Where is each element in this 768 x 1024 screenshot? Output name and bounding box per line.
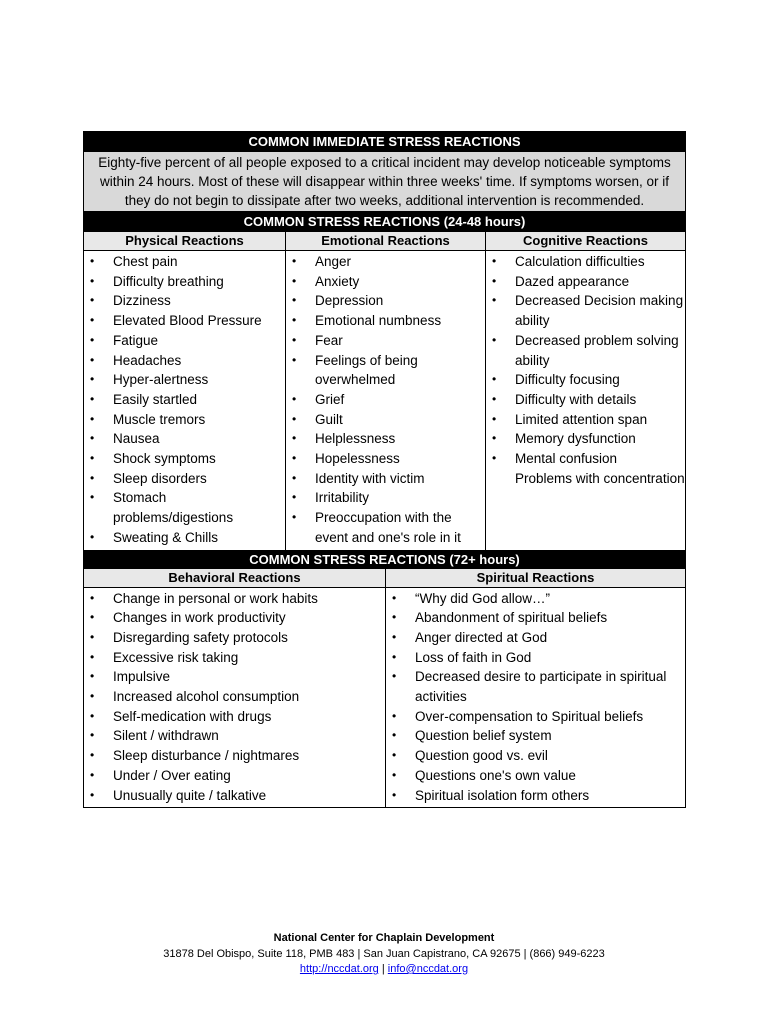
list-item-text: Guilt: [315, 411, 343, 427]
section-72-columns: [84, 588, 685, 808]
bullet-icon: •: [492, 372, 497, 387]
bullet-icon: •: [392, 728, 397, 743]
list-item-text: Over-compensation to Spiritual beliefs: [415, 708, 644, 724]
bullet-icon: •: [90, 610, 95, 625]
physical-reactions-heading: Physical Reactions: [84, 232, 285, 250]
list-item: [84, 766, 385, 786]
physical-reactions-list: [84, 251, 285, 550]
list-item-text: Difficulty focusing: [515, 372, 620, 388]
list-item-text: Question belief system: [415, 728, 552, 744]
list-item-text: Difficulty breathing: [113, 273, 224, 289]
bullet-icon: •: [492, 273, 497, 288]
list-item: [84, 589, 385, 609]
bullet-icon: •: [90, 748, 95, 763]
list-item-text: Anger: [315, 254, 352, 269]
list-item: [486, 370, 685, 390]
bullet-icon: •: [392, 590, 397, 605]
bullet-icon: •: [292, 470, 297, 485]
list-item-text: Depression: [315, 293, 384, 309]
list-item-text: Fear: [315, 332, 343, 348]
list-item: [286, 291, 485, 311]
section-72-column-headers: [84, 569, 685, 588]
bullet-icon: •: [90, 629, 95, 644]
list-item-text: Emotional numbness: [315, 313, 442, 329]
bullet-icon: •: [292, 431, 297, 446]
list-item-text: Disregarding safety protocols: [113, 629, 288, 645]
list-item: [286, 252, 485, 272]
list-item-text: Stomach problems/digestions: [113, 490, 234, 526]
list-item: [84, 488, 285, 527]
list-item: [84, 469, 285, 489]
list-item-text: Silent / withdrawn: [113, 728, 219, 744]
behavioral-reactions-column: [84, 588, 385, 808]
list-item: [386, 746, 685, 766]
list-item: [286, 272, 485, 292]
physical-reactions-column: [84, 251, 285, 550]
list-item: [486, 469, 685, 489]
email-link[interactable]: info@nccdat.org: [387, 963, 469, 975]
list-item-text: Self-medication with drugs: [113, 708, 272, 724]
emotional-reactions-heading: Emotional Reactions: [285, 232, 485, 250]
bullet-icon: •: [90, 352, 95, 367]
bullet-icon: •: [90, 451, 95, 466]
bullet-icon: •: [90, 411, 95, 426]
bullet-icon: •: [90, 431, 95, 446]
section-24-48-title: COMMON STRESS REACTIONS (24-48 hours): [84, 212, 685, 231]
list-item-text: Excessive risk taking: [113, 649, 239, 665]
bullet-icon: •: [90, 470, 95, 485]
footer-links: [0, 962, 768, 978]
list-item: [84, 667, 385, 687]
list-item-text: Easily startled: [113, 391, 198, 407]
list-item: [486, 291, 685, 330]
cognitive-reactions-heading: Cognitive Reactions: [485, 232, 685, 250]
bullet-icon: •: [90, 787, 95, 802]
bullet-icon: •: [90, 529, 95, 544]
list-item: [84, 648, 385, 668]
list-item: [386, 766, 685, 786]
list-item-text: Spiritual isolation form others: [415, 787, 590, 803]
list-item-text: Shock symptoms: [113, 451, 216, 467]
bullet-icon: •: [90, 254, 95, 268]
bullet-icon: •: [392, 610, 397, 625]
bullet-icon: •: [90, 332, 95, 347]
list-item: [386, 589, 685, 609]
bullet-icon: •: [392, 649, 397, 664]
bullet-icon: •: [90, 767, 95, 782]
list-item: [386, 648, 685, 668]
section-24-48-columns: [84, 251, 685, 550]
cognitive-reactions-list: [486, 251, 685, 490]
list-item-text: Decreased problem solving ability: [515, 332, 679, 368]
bullet-icon: •: [292, 490, 297, 505]
list-item-text: Question good vs. evil: [415, 748, 548, 764]
bullet-icon: •: [492, 431, 497, 446]
list-item-text: Memory dysfunction: [515, 431, 636, 447]
list-item-text: Limited attention span: [515, 411, 648, 427]
bullet-icon: •: [492, 332, 497, 347]
list-item-text: Nausea: [113, 431, 160, 447]
emotional-reactions-list: [286, 251, 485, 550]
list-item: [486, 252, 685, 272]
list-item-text: Grief: [315, 391, 345, 407]
bullet-icon: •: [492, 391, 497, 406]
list-item-text: Elevated Blood Pressure: [113, 313, 262, 329]
list-item-text: Preoccupation with the event and one's role in it: [315, 510, 461, 545]
list-item-text: Unusually quite / talkative: [113, 787, 267, 803]
bullet-icon: •: [492, 411, 497, 426]
list-item: [486, 272, 685, 292]
list-item-text: Increased alcohol consumption: [113, 689, 300, 705]
emotional-reactions-column: [285, 251, 485, 550]
bullet-icon: •: [492, 254, 497, 268]
list-item-text: Muscle tremors: [113, 411, 206, 427]
list-item-text: Fatigue: [113, 332, 159, 348]
list-item: [486, 390, 685, 410]
spiritual-reactions-heading: Spiritual Reactions: [385, 569, 685, 587]
list-item-text: Decreased Decision making ability: [515, 293, 684, 329]
list-item: [286, 390, 485, 410]
bullet-icon: •: [392, 669, 397, 684]
list-item: [386, 608, 685, 628]
list-item: [84, 726, 385, 746]
list-item: [84, 311, 285, 331]
bullet-icon: •: [90, 372, 95, 387]
list-item-text: Sleep disturbance / nightmares: [113, 748, 300, 764]
list-item-text: Irritability: [315, 490, 370, 506]
page-footer: [0, 931, 768, 978]
list-item: [386, 628, 685, 648]
list-item-text: Abandonment of spiritual beliefs: [415, 610, 608, 626]
bullet-icon: •: [292, 273, 297, 288]
bullet-icon: •: [90, 728, 95, 743]
bullet-icon: •: [292, 451, 297, 466]
footer-link-separator: |: [378, 963, 388, 975]
list-item-text: Dizziness: [113, 293, 171, 309]
list-item: [84, 429, 285, 449]
bullet-icon: •: [90, 669, 95, 684]
list-item-text: Identity with victim: [315, 470, 425, 486]
list-item-text: Anger directed at God: [415, 629, 548, 645]
list-item: [84, 410, 285, 430]
list-item: [386, 707, 685, 727]
section-24-48-column-headers: [84, 231, 685, 251]
table-title: COMMON IMMEDIATE STRESS REACTIONS: [84, 132, 685, 151]
list-item-text: Sweating & Chills: [113, 529, 219, 545]
list-item: [84, 331, 285, 351]
bullet-icon: •: [292, 313, 297, 328]
list-item-text: Anxiety: [315, 273, 360, 289]
list-item: [286, 508, 485, 547]
list-item: [286, 429, 485, 449]
bullet-icon: •: [90, 273, 95, 288]
bullet-icon: •: [292, 411, 297, 426]
bullet-icon: •: [492, 451, 497, 466]
list-item: [386, 667, 685, 706]
list-item: [386, 786, 685, 806]
bullet-icon: •: [292, 332, 297, 347]
list-item: [84, 528, 285, 548]
list-item: [386, 726, 685, 746]
list-item: [84, 449, 285, 469]
footer-org-name: National Center for Chaplain Development: [273, 932, 495, 944]
list-item-text: Changes in work productivity: [113, 610, 286, 626]
list-item: [84, 786, 385, 806]
footer-address: 31878 Del Obispo, Suite 118, PMB 483 | San Juan Capistrano, CA 92675 | (866) 949-6223: [163, 947, 605, 960]
intro-paragraph: Eighty-five percent of all people exposed to a critical incident may develop noticeable symptoms within 24 hours. Most of these will disappear within three weeks' time. If symptoms worsen, or if they do not begin to dissipate after two weeks, additional intervention is recommended.: [84, 151, 685, 212]
list-item: [84, 628, 385, 648]
behavioral-reactions-heading: Behavioral Reactions: [84, 569, 385, 587]
list-item-text: “Why did God allow…”: [415, 590, 551, 606]
list-item-text: Hopelessness: [315, 451, 400, 467]
bullet-icon: •: [492, 293, 497, 308]
bullet-icon: •: [292, 391, 297, 406]
bullet-icon: •: [292, 510, 297, 525]
list-item: [286, 488, 485, 508]
list-item: [286, 351, 485, 390]
list-item: [84, 252, 285, 272]
bullet-icon: •: [90, 313, 95, 328]
list-item: [286, 449, 485, 469]
bullet-icon: •: [90, 689, 95, 704]
list-item: [286, 331, 485, 351]
list-item-text: Change in personal or work habits: [113, 590, 318, 606]
list-item: [84, 390, 285, 410]
bullet-icon: •: [392, 629, 397, 644]
bullet-icon: •: [392, 787, 397, 802]
list-item-text: Helplessness: [315, 431, 396, 447]
list-item: [486, 410, 685, 430]
list-item: [486, 449, 685, 469]
bullet-icon: •: [90, 490, 95, 505]
list-item-text: Difficulty with details: [515, 391, 637, 407]
list-item: [84, 272, 285, 292]
bullet-icon: •: [90, 649, 95, 664]
list-item: [84, 707, 385, 727]
list-item-text: Problems with concentration: [515, 470, 685, 486]
bullet-icon: •: [90, 391, 95, 406]
section-72-title: COMMON STRESS REACTIONS (72+ hours): [84, 550, 685, 569]
list-item: [84, 370, 285, 390]
list-item-text: Calculation difficulties: [515, 254, 645, 269]
spiritual-reactions-column: [385, 588, 685, 808]
bullet-icon: •: [392, 708, 397, 723]
bullet-icon: •: [292, 352, 297, 367]
bullet-icon: •: [90, 590, 95, 605]
list-item: [486, 429, 685, 449]
list-item: [84, 687, 385, 707]
list-item-text: Chest pain: [113, 254, 178, 269]
bullet-icon: •: [292, 293, 297, 308]
bullet-icon: •: [392, 748, 397, 763]
list-item-text: Hyper-alertness: [113, 372, 209, 388]
list-item-text: Mental confusion: [515, 451, 618, 467]
list-item: [84, 351, 285, 371]
bullet-icon: •: [392, 767, 397, 782]
cognitive-reactions-column: [485, 251, 685, 550]
bullet-icon: •: [90, 293, 95, 308]
bullet-icon: •: [90, 708, 95, 723]
list-item-text: Loss of faith in God: [415, 649, 532, 665]
list-item: [84, 746, 385, 766]
list-item-text: Questions one's own value: [415, 767, 576, 783]
list-item-text: Sleep disorders: [113, 470, 207, 486]
list-item: [486, 331, 685, 370]
list-item: [84, 608, 385, 628]
list-item: [286, 410, 485, 430]
list-item-text: Under / Over eating: [113, 767, 231, 783]
list-item-text: Feelings of being overwhelmed: [315, 352, 418, 388]
list-item-text: Dazed appearance: [515, 273, 630, 289]
list-item: [286, 311, 485, 331]
list-item-text: Decreased desire to participate in spiritual activities: [415, 669, 667, 705]
behavioral-reactions-list: [84, 588, 385, 808]
stress-reactions-table: [83, 131, 686, 808]
website-link[interactable]: http://nccdat.org: [299, 963, 379, 975]
list-item-text: Headaches: [113, 352, 182, 368]
list-item-text: Impulsive: [113, 669, 171, 685]
bullet-icon: •: [292, 254, 297, 268]
spiritual-reactions-list: [386, 588, 685, 808]
list-item: [286, 469, 485, 489]
list-item: [84, 291, 285, 311]
